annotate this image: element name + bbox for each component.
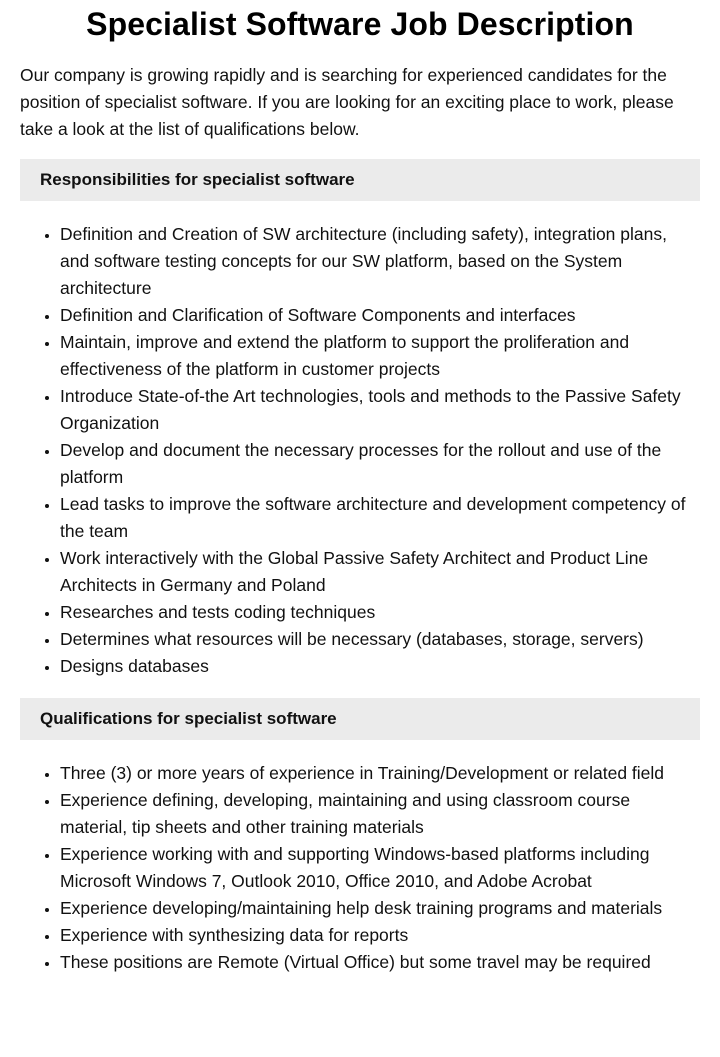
page-title: Specialist Software Job Description bbox=[86, 6, 634, 42]
responsibilities-list bbox=[20, 221, 700, 680]
list-item: • Lead tasks to improve the software architecture and development competency of the team bbox=[60, 491, 700, 545]
list-item: • Three (3) or more years of experience in Training/Development or related field bbox=[60, 760, 700, 787]
qualifications-heading: Qualifications for specialist software bbox=[20, 698, 700, 740]
list-item: • These positions are Remote (Virtual Office) but some travel may be required bbox=[60, 949, 700, 976]
list-item: • Experience with synthesizing data for reports bbox=[60, 922, 700, 949]
list-item: • Experience developing/maintaining help desk training programs and materials bbox=[60, 895, 700, 922]
responsibilities-heading: Responsibilities for specialist software bbox=[20, 159, 700, 201]
qualifications-list bbox=[20, 760, 700, 976]
list-item: • Determines what resources will be necessary (databases, storage, servers) bbox=[60, 626, 700, 653]
list-item: • Maintain, improve and extend the platform to support the proliferation and effectiveness of the platform in customer projects bbox=[60, 329, 700, 383]
list-item: • Definition and Clarification of Software Components and interfaces bbox=[60, 302, 700, 329]
list-item: • Designs databases bbox=[60, 653, 700, 680]
list-item: • Introduce State-of-the Art technologies, tools and methods to the Passive Safety Organization bbox=[60, 383, 700, 437]
intro-paragraph: Our company is growing rapidly and is searching for experienced candidates for the position of specialist software. If you are looking for an exciting place to work, please take a look at the list of qualifications below. bbox=[20, 65, 674, 139]
list-item: • Experience working with and supporting Windows-based platforms including Microsoft Windows 7, Outlook 2010, Office 2010, and Adobe Acrobat bbox=[60, 841, 700, 895]
list-item: • Develop and document the necessary processes for the rollout and use of the platform bbox=[60, 437, 700, 491]
list-item: • Experience defining, developing, maintaining and using classroom course material, tip sheets and other training materials bbox=[60, 787, 700, 841]
list-item: • Researches and tests coding techniques bbox=[60, 599, 700, 626]
list-item: • Work interactively with the Global Passive Safety Architect and Product Line Architects in Germany and Poland bbox=[60, 545, 700, 599]
list-item: • Definition and Creation of SW architecture (including safety), integration plans, and software testing concepts for our SW platform, based on the System architecture bbox=[60, 221, 700, 302]
